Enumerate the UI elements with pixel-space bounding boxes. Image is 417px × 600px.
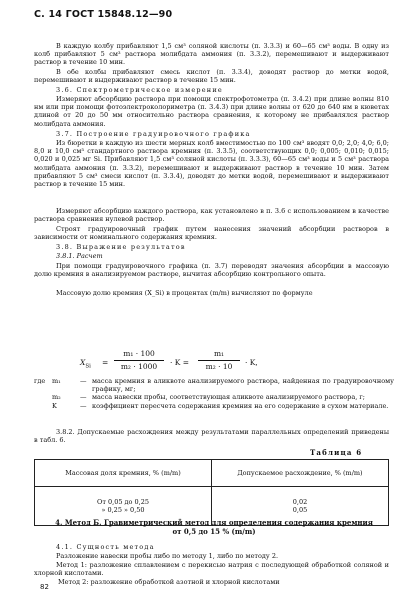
definition-row — [34, 393, 394, 401]
fraction-bar — [114, 360, 164, 361]
section-heading: 4.1. Сущность метода — [56, 543, 155, 551]
formula-num1: m₁ · 100 — [123, 349, 155, 358]
where-word: где — [34, 377, 46, 385]
paragraph: Метод 1: разложение сплавлением с перекисью натрия с последующей обработкой соляной и хлорной кислотами. — [34, 561, 389, 578]
subsection-heading: 3.8.1. Расчет — [56, 252, 103, 260]
dash: — — [80, 401, 87, 410]
definition-term: m₁ — [52, 377, 61, 385]
table-header-cell: Допускаемое расхождение, % (m/m) — [212, 460, 389, 487]
section-4-heading: 4. Метод Б. Гравиметрический метод для определения содержания кремния от 0,5 до 15 % (m/m) — [55, 518, 373, 536]
definition-term: K — [52, 401, 57, 410]
definition-list — [34, 377, 394, 410]
paragraph: Измеряют абсорбцию раствора при помощи спектрофотометра (п. 3.4.2) при длине волны 810 нм или при помощи фотоэлектроколориметра (п. 3.4.3) при длине волны от 620 до 640 нм в кюветах длиной от 20 до 50 мм относительно раствора сравнения, к которому не прибавлялся раствор молибдата аммония. — [34, 95, 389, 128]
table-cell-range: От 0,05 до 0,25 » 0,25 » 0,50 — [35, 487, 212, 526]
table-header-cell: Массовая доля кремния, % (m/m) — [35, 460, 212, 487]
section-heading: 3.7. Построение градуировочного графика — [56, 130, 251, 138]
formula-num2: m₁ — [213, 349, 225, 358]
paragraph: Строят градуировочный график путем нанесения значений абсорбции растворов в зависимости от номинального содержания кремния. — [34, 225, 389, 242]
section-heading: 3.6. Спектрометрическое измерение — [56, 86, 223, 94]
formula-tail: · K, — [245, 358, 258, 367]
running-header: С. 14 ГОСТ 15848.12—90 — [34, 9, 173, 20]
dash: — — [80, 377, 87, 385]
paragraph: Массовую долю кремния (X_Si) в процентах (m/m) вычисляют по формуле — [56, 289, 313, 297]
paragraph: Разложение навески пробы либо по методу 1, либо по методу 2. — [56, 552, 279, 560]
paragraph: Измеряют абсорбцию каждого раствора, как установлено в п. 3.6 с использованием в качестве раствора сравнения нулевой раствор. — [34, 207, 389, 224]
definition-text: масса навески пробы, соответствующая аликвоте анализируемого раствора, г; — [92, 393, 365, 402]
definition-text: масса кремния в аликвоте анализируемого раствора, найденная по градуировочному графику, мг; — [92, 377, 394, 394]
formula-den2: m₂ · 10 — [205, 362, 233, 371]
table-header-row — [35, 460, 389, 487]
fraction-bar — [198, 360, 240, 361]
paragraph: При помощи градуировочного графика (п. 3.7) переводят значения абсорбции в массовую долю кремния в анализируемом растворе, вычитая абсорбцию контрольного опыта. — [34, 262, 389, 279]
dash: — — [80, 393, 87, 402]
table-6 — [34, 459, 389, 526]
page-number: 82 — [40, 583, 49, 591]
paragraph: 3.8.2. Допускаемые расхождения между результатами параллельных определений приведены в табл. 6. — [34, 428, 389, 445]
definition-term: m₂ — [52, 393, 61, 402]
formula-eq: = — [102, 358, 109, 367]
paragraph: В каждую колбу прибавляют 1,5 см³ соляной кислоты (п. 3.3.3) и 60—65 см³ воды. В одну из колб прибавляют 5 см³ раствора молибдата аммония (п. 3.3.2), перемешивают и выдерживают раствор в течение 10 мин. — [34, 42, 389, 67]
paragraph: Из бюретки в каждую из шести мерных колб вместимостью по 100 см³ вводят 0,0; 2,0; 4,0; 6,0; 8,0 и 10,0 см³ стандартного раствора кремния (п. 3.3.5), соответствующих 0,0; 0,005; 0,010; 0,015; 0,020 и 0,025 мг Si. Прибавляют 1,5 см³ соляной кислоты (п. 3.3.3), 60—65 см³ воды и 5 см³ раствора молибдата аммония (п. 3.3.2), перемешивают и выдерживают раствор в течение 10 мин. Затем прибавляют 5 см³ смеси кислот (п. 3.3.4), доводят до метки водой, перемешивают и выдерживают раствор в течение 15 мин. — [34, 139, 389, 189]
table-cell-value: 0,02 0,05 — [212, 487, 389, 526]
formula-lhs: $X_{Si}$ — [80, 358, 91, 370]
definition-row — [34, 377, 394, 393]
paragraph: Метод 2: разложение обработкой азотной и хлорной кислотами — [58, 578, 280, 586]
table-caption: Таблица 6 — [310, 448, 363, 457]
section-heading: 3.8. Выражение результатов — [56, 243, 186, 251]
definition-text: коэффициент пересчета содержания кремния на его содержание в сухом материале. — [92, 401, 389, 410]
paragraph: В обе колбы прибавляют смесь кислот (п. 3.3.4), доводят раствор до метки водой, перемешивают и выдерживают раствор в течение 15 мин. — [34, 68, 389, 85]
formula-den1: m₂ · 1000 — [120, 362, 158, 371]
formula-mul: · K = — [170, 358, 190, 367]
definition-row — [34, 402, 394, 410]
